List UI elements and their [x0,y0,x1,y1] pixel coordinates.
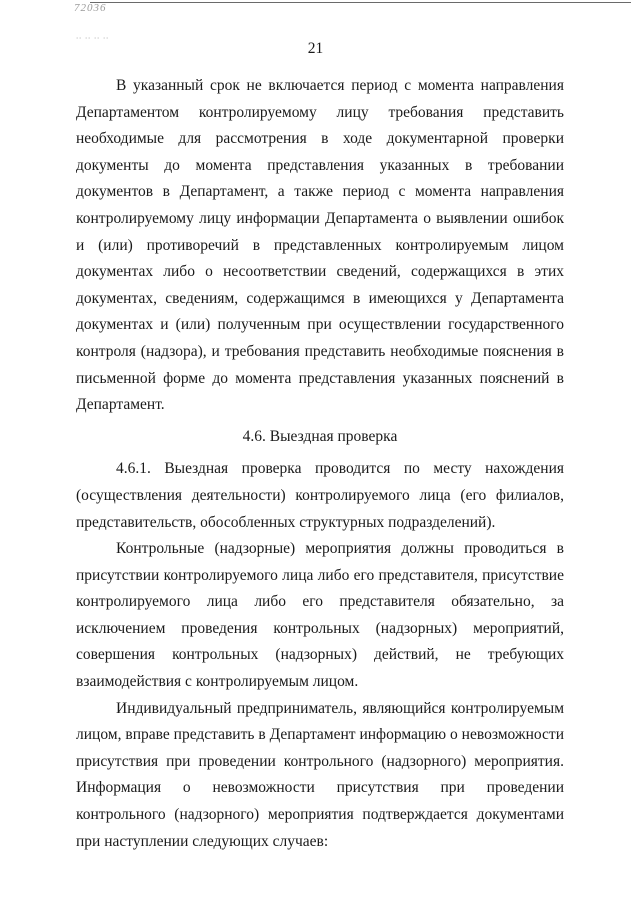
scan-mark-top-left: 72036 [74,2,107,14]
paragraph-control-presence: Контрольные (надзорные) мероприятия должны проводиться в присутствии контролируемого лица либо его представителя, присутствие контролируемого лица либо его представителя обязательно, за исключением проведения контрольных (надзорных) мероприятий, совершения контрольных (надзорных) действий, не требующих взаимодействия с контролируемым лицом. [76,540,564,691]
page-number: 21 [307,40,324,57]
paragraph-4-6-1: 4.6.1. Выездная проверка проводится по месту нахождения (осуществления деятельности) контролируемого лица (его филиалов, представительств, обособленных структурных подразделений). [76,460,564,531]
paragraph-individual-entrepreneur: Индивидуальный предприниматель, являющийся контролируемым лицом, вправе представить в Департамент информацию о невозможности присутствия при проведении контрольного (надзорного) мероприятия. Информация о невозможности присутствия при проведении контрольного (надзорного) мероприятия подтверждается документами при наступлении следующих случаев: [76,699,564,850]
document-body [76,73,564,855]
top-border-line [90,2,631,3]
section-heading: 4.6. Выездная проверка [242,427,398,445]
scan-mark-noise: ·· ·· ·· ·· [76,34,109,43]
paragraph-period-exclusion: В указанный срок не включается период с момента направления Департаментом контролируемому лицу требования представить необходимые для рассмотрения в ходе документарной проверки документы до момента представления указанных в требовании документов в Департамент, а также период с момента направления контролируемому лицу информации Департамента о выявлении ошибок и (или) противоречий в представленных контролируемым лицом документах либо о несоответствии сведений, содержащихся в этих документах, сведениям, содержащимся в имеющихся у Департамента документах и (или) полученным при осуществлении государственного контроля (надзора), и требования представить необходимые пояснения в письменной форме до момента представления указанных пояснений в Департамент. [76,77,564,414]
